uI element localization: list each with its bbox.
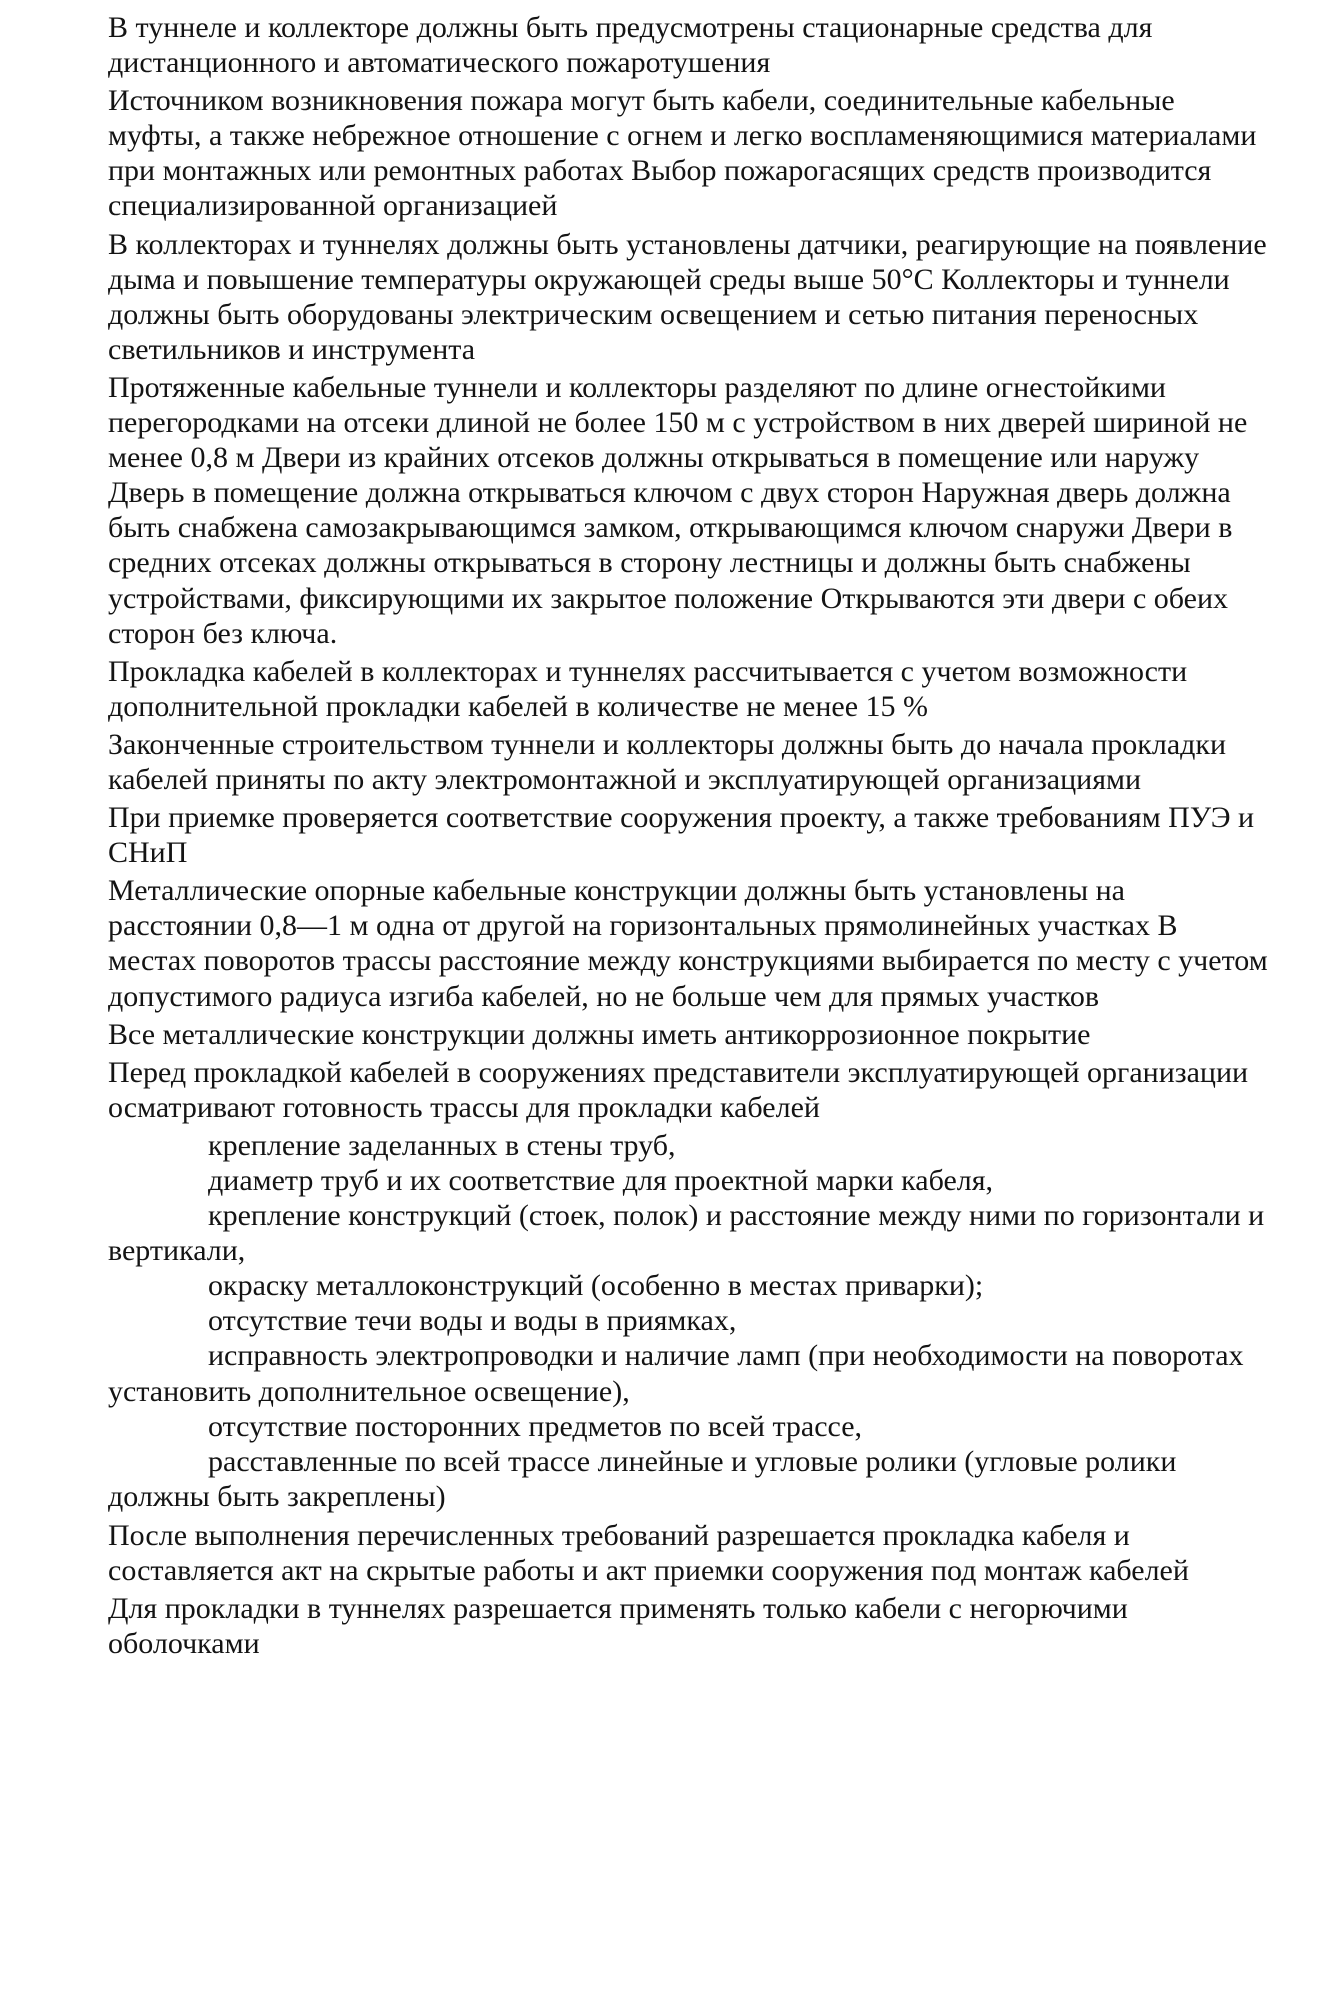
paragraph-fire-partitions-doors: Протяженные кабельные туннели и коллекторы разделяют по длине огнестойкими перегородками на отсеки длиной не более 150 м с устройством в них дверей шириной не менее 0,8 м Двери из крайних отсеков должны открываться в помещение или наружу Дверь в помещение должна открываться ключом с двух сторон Наружная дверь должна быть снабжена самозакрывающимся замком, открывающимся ключом снаружи Двери в средних отсеках должны открываться в сторону лестницы и должны быть снабжены устройствами, фиксирующими их закрытое положение Открываются эти двери с обеих сторон без ключа. <box>108 370 1248 650</box>
paragraph-anticorrosion: Все металлические конструкции должны иметь антикоррозионное покрытие <box>108 1017 1091 1051</box>
checklist-item: исправность электропроводки и наличие ламп (при необходимости на поворотах установить дополнительное освещение), <box>108 1339 1244 1408</box>
checklist-item: расставленные по всей трассе линейные и угловые ролики (угловые ролики должны быть закреплены) <box>108 1444 1177 1513</box>
checklist-item: крепление конструкций (стоек, полок) и расстояние между ними по горизонтали и вертикали, <box>108 1199 1265 1268</box>
checklist-item: отсутствие посторонних предметов по всей трассе, <box>208 1409 863 1443</box>
paragraph-nonflammable-sheaths: Для прокладки в туннелях разрешается применять только кабели с негорючими оболочками <box>108 1592 1128 1661</box>
checklist-item: отсутствие течи воды и воды в приямках, <box>208 1304 737 1338</box>
paragraph-reserve-capacity: Прокладка кабелей в коллекторах и туннелях рассчитывается с учетом возможности дополнительной прокладки кабелей в количестве не менее 15 % <box>108 654 1188 723</box>
inspection-checklist <box>108 1128 1268 1514</box>
paragraph-route-inspection: Перед прокладкой кабелей в сооружениях представители эксплуатирующей организации осматривают готовность трассы для прокладки кабелей <box>108 1055 1249 1124</box>
checklist-item: диаметр труб и их соответствие для проектной марки кабеля, <box>208 1164 994 1197</box>
paragraph-fire-suppression: В туннеле и коллекторе должны быть предусмотрены стационарные средства для дистанционного и автоматического пожаротушения <box>108 11 1153 80</box>
paragraph-fire-sources: Источником возникновения пожара могут быть кабели, соединительные кабельные муфты, а также небрежное отношение с огнем и легко воспламеняющимися материалами при монтажных или ремонтных работах Выбор пожарогасящих средств производится специализированной организацией <box>108 84 1257 223</box>
paragraph-acceptance-check: При приемке проверяется соответствие сооружения проекту, а также требованиям ПУЭ и СНиП <box>108 801 1255 870</box>
checklist-item: окраску металлоконструкций (особенно в местах приварки); <box>208 1269 984 1303</box>
paragraph-laying-permission: После выполнения перечисленных требований разрешается прокладка кабеля и составляется акт на скрытые работы и акт приемки сооружения под монтаж кабелей <box>108 1518 1189 1588</box>
paragraph-acceptance-act: Законченные строительством туннели и коллекторы должны быть до начала прокладки кабелей приняты по акту электромонтажной и эксплуатирующей организациями <box>108 727 1227 796</box>
checklist-item: крепление заделанных в стены труб, <box>208 1128 676 1162</box>
paragraph-sensors-lighting: В коллекторах и туннелях должны быть установлены датчики, реагирующие на появление дыма и повышение температуры окружающей среды выше 50°С Коллекторы и туннели должны быть оборудованы электрическим освещением и сетью питания переносных светильников и инструмента <box>108 227 1267 366</box>
paragraph-support-structures: Металлические опорные кабельные конструкции должны быть установлены на расстоянии 0,8—1 м одна от другой на горизонтальных прямолинейных участках В местах поворотов трассы расстояние между конструкциями выбирается по месту с учетом допустимого радиуса изгиба кабелей, но не больше чем для прямых участков <box>108 874 1268 1013</box>
document-page <box>108 10 1268 1664</box>
